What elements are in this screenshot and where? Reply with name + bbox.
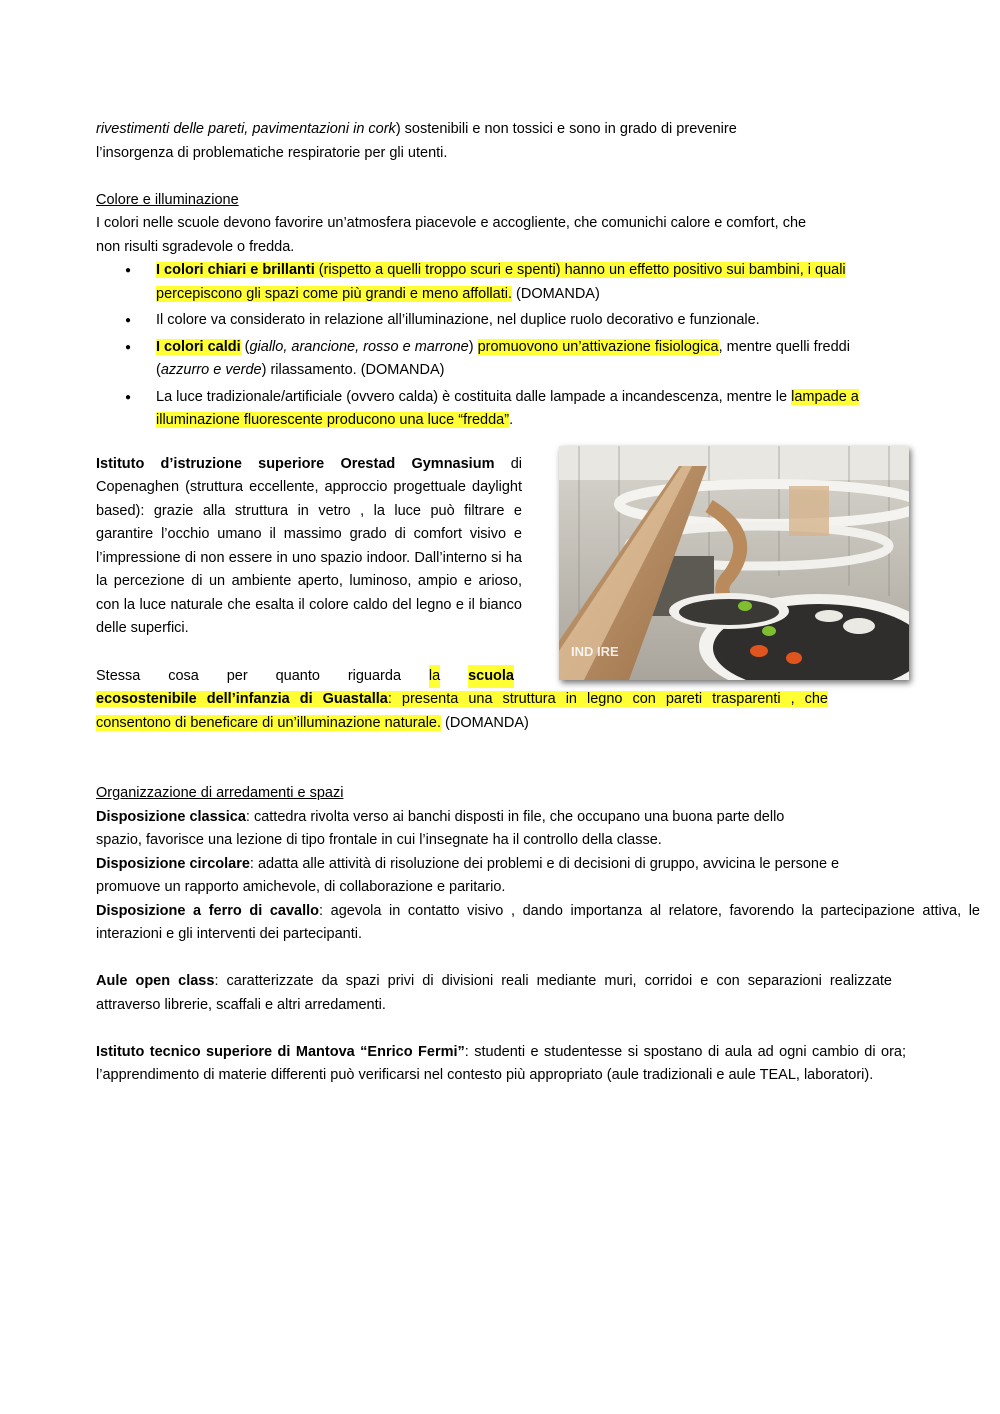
mantova-paragraph: Istituto tecnico superiore di Mantova “Enrico Fermi”: studenti e studentesse si spostano di aula ad ogni cambio di ora; l’apprendimento di materie differenti può verificarsi nel contesto più appropriato (aule tradizionali e aule TEAL, laboratori). xyxy=(96,1043,906,1083)
orestad-paragraph xyxy=(96,453,522,641)
guastalla-line1: Stessa cosa per quanto riguarda la scuola xyxy=(96,665,514,689)
indire-logo: IND IRE xyxy=(571,643,619,659)
orestad-section xyxy=(96,453,976,665)
atrium-illustration xyxy=(559,446,909,680)
bullet3-italic-warm: giallo, arancione, rosso e marrone xyxy=(249,338,469,355)
bullet1-text: (rispetto a quelli troppo scuri e spenti) hanno un effetto positivo sui bambini, i quali percepiscono gli spazi come più grandi e meno affollati. xyxy=(156,262,846,302)
colore-bullet-list xyxy=(96,259,904,433)
open-class-paragraph: Aule open class: caratterizzate da spazi privi di divisioni reali mediante muri, corridoi e con separazioni realizzate attraverso librerie, scaffali e altri arredamenti. xyxy=(96,973,892,1013)
orestad-bold: Istituto d’istruzione superiore Orestad Gymnasium xyxy=(96,455,495,472)
list-item: ● I colori caldi (giallo, arancione, rosso e marrone) promuovono un’attivazione fisiologica, mentre quelli freddi (azzurro e verde) rilassamento. (DOMANDA) xyxy=(156,336,904,383)
bullet3-highlight: promuovono un’attivazione fisiologica xyxy=(477,338,719,355)
classica-paragraph: Disposizione classica: cattedra rivolta verso ai banchi disposti in file, che occupano una buona parte dello spazio, favorisce una lezione di tipo frontale in cui l’insegnate ha il controllo della classe. xyxy=(96,808,785,848)
list-item xyxy=(156,259,904,306)
bullet3-italic-cold: azzurro e verde xyxy=(160,362,262,378)
intro-italic: rivestimenti delle pareti, pavimentazioni in cork xyxy=(96,121,396,137)
guastalla-paragraph: ecosostenibile dell’infanzia di Guastalla: presenta una struttura in legno con pareti trasparenti , che consentono di beneficare di un’illuminazione naturale. (DOMANDA) xyxy=(96,691,828,731)
section-heading-organizzazione: Organizzazione di arredamenti e spazi xyxy=(96,785,344,801)
guastalla-bold: ecosostenibile dell’infanzia di Guastalla xyxy=(96,691,388,707)
intro-line2: l’insorgenza di problematiche respiratorie per gli utenti. xyxy=(96,144,448,161)
bullet1-tail: (DOMANDA) xyxy=(512,285,600,302)
bullet3-bold: I colori caldi xyxy=(156,338,241,355)
circolare-paragraph: Disposizione circolare: adatta alle attività di risoluzione dei problemi e di decisioni di gruppo, avvicina le persone e promuove un rapporto amichevole, di collaborazione e paritario. xyxy=(96,855,840,895)
orestad-text: di Copenaghen (struttura eccellente, approccio progettuale daylight based): grazie alla struttura in vetro , la luce può filtrare e garantire l’occhio umano il massimo grado di comfort visivo e l’impressione di non essere in uno spazio indoor. Dall’interno si ha la percezione di un ambiente aperto, luminoso, ampio e arioso, con la luce naturale che esalta il colore caldo del legno e il bianco delle superfici. xyxy=(96,455,522,636)
colore-paragraph: I colori nelle scuole devono favorire un’atmosfera piacevole e accogliente, che comunichi calore e comfort, che non risulti sgradevole o fredda. xyxy=(96,215,807,255)
intro-rest: ) sostenibili e non tossici e sono in grado di prevenire xyxy=(395,121,737,137)
section-heading-colore: Colore e illuminazione xyxy=(96,191,239,208)
document-page xyxy=(96,118,980,1088)
bullet2-text: Il colore va considerato in relazione all’illuminazione, nel duplice ruolo decorativo e funzionale. xyxy=(156,312,760,328)
guastalla-highlight: : presenta una struttura in legno con pareti trasparenti , che consentono di beneficare di un’illuminazione naturale. xyxy=(96,691,828,731)
intro-paragraph xyxy=(96,118,828,165)
list-item: ● La luce tradizionale/artificiale (ovvero calda) è costituita dalle lampade a incandescenza, mentre le lampade a illuminazione fluorescente producono una luce “fredda”. xyxy=(156,386,904,433)
bullet4-text: La luce tradizionale/artificiale (ovvero calda) è costituita dalle lampade a incandescenza, mentre le xyxy=(156,388,792,405)
orestad-gymnasium-photo xyxy=(559,446,909,680)
ferro-paragraph: Disposizione a ferro di cavallo: agevola in contatto visivo , dando importanza al relatore, favorendo la partecipazione attiva, le interazioni e gli interventi dei partecipanti. xyxy=(96,902,980,942)
bullet1-bold: I colori chiari e brillanti xyxy=(156,262,315,278)
bullet4-highlight: lampade a illuminazione fluorescente producono una luce “fredda” xyxy=(156,388,859,428)
list-item xyxy=(156,309,904,333)
